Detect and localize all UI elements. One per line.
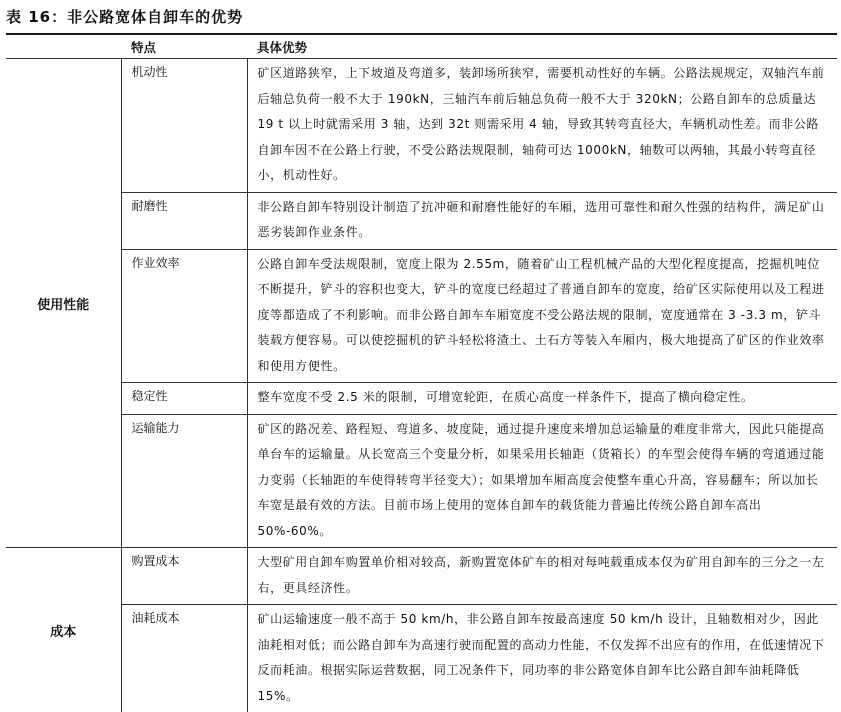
feature-cell: 运输能力: [121, 414, 247, 548]
table-row: [6, 414, 837, 548]
detail-cell: 整车宽度不受 2.5 米的限制，可增宽轮距，在质心高度一样条件下，提高了横向稳定性。: [247, 383, 837, 415]
title-rule: [6, 33, 837, 35]
detail-cell: 公路自卸车受法规限制，宽度上限为 2.55m，随着矿山工程机械产品的大型化程度提高，挖掘机吨位不断提升，铲斗的容积也变大，铲斗的宽度已经超过了普通自卸车的宽度，给矿区实际使用以及工程进度等都造成了不利影响。而非公路自卸车车厢宽度不受公路法规的限制，宽度通常在 3 -3.3 m，铲斗装载方便容易。可以使挖掘机的铲斗轻松将渣土、土石方等装入车厢内，极大地提高了矿区的作业效率和使用方便性。: [247, 249, 837, 383]
table-row: [6, 59, 837, 193]
feature-cell: 耐磨性: [121, 192, 247, 249]
table-row: [6, 192, 837, 249]
detail-cell: 非公路自卸车特别设计制造了抗冲砸和耐磨性能好的车厢，选用可靠性和耐久性强的结构件，满足矿山恶劣装卸作业条件。: [247, 192, 837, 249]
feature-cell: 油耗成本: [121, 605, 247, 712]
feature-cell: 机动性: [121, 59, 247, 193]
table-row: [6, 548, 837, 605]
table-row: [6, 383, 837, 415]
detail-cell: 矿区的路况差、路程短、弯道多、坡度陡，通过提升速度来增加总运输量的难度非常大，因此只能提高单台车的运输量。从长宽高三个变量分析，如果采用长轴距（货箱长）的车型会使得车辆的弯道通过能力变弱（长轴距的车使得转弯半径变大）；如果增加车厢高度会使整车重心升高，容易翻车；所以加长车宽是最有效的方法。目前市场上使用的宽体自卸车的载货能力普遍比传统公路自卸车高出 50%-60%。: [247, 414, 837, 548]
header-feature: 特点: [121, 36, 247, 59]
table-title: 表 16：非公路宽体自卸车的优势: [6, 6, 243, 27]
category-cell: 成本: [6, 548, 121, 712]
table-row: [6, 605, 837, 712]
advantages-table: [6, 36, 837, 712]
feature-cell: 稳定性: [121, 383, 247, 415]
header-row: [6, 36, 837, 59]
detail-cell: 矿区道路狭窄，上下坡道及弯道多，装卸场所狭窄，需要机动性好的车辆。公路法规规定，双轴汽车前后轴总负荷一般不大于 190kN，三轴汽车前后轴总负荷一般不大于 320kN；公路自卸车的总质量达 19 t 以上时就需采用 3 轴，达到 32t 则需采用 4 轴，导致其转弯直径大，车辆机动性差。而非公路自卸车因不在公路上行驶，不受公路法规限制，轴荷可达 1000kN，轴数可以两轴，其最小转弯直径小，机动性好。: [247, 59, 837, 193]
header-detail: 具体优势: [247, 36, 837, 59]
detail-cell: 矿山运输速度一般不高于 50 km/h，非公路自卸车按最高速度 50 km/h 设计，且轴数相对少，因此油耗相对低；而公路自卸车为高速行驶而配置的高动力性能，不仅发挥不出应有的作用，在低速情况下反而耗油。根据实际运营数据，同工况条件下，同功率的非公路宽体自卸车比公路自卸车油耗降低 15%。: [247, 605, 837, 712]
feature-cell: 购置成本: [121, 548, 247, 605]
detail-cell: 大型矿用自卸车购置单价相对较高，新购置宽体矿车的相对每吨载重成本仅为矿用自卸车的三分之一左右，更具经济性。: [247, 548, 837, 605]
feature-cell: 作业效率: [121, 249, 247, 383]
header-category: [6, 36, 121, 59]
table-row: [6, 249, 837, 383]
category-cell: 使用性能: [6, 59, 121, 548]
